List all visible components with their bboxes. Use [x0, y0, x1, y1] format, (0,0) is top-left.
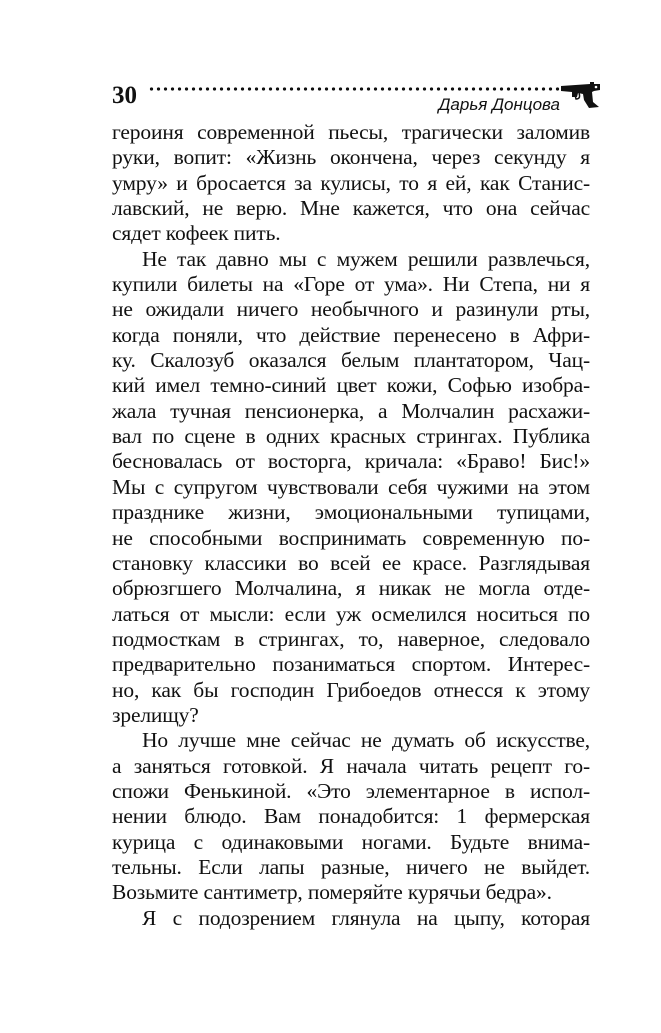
text-line: подмосткам в стрингах, то, наверное, следовало [112, 626, 590, 651]
text-line: спожи Фенькиной. «Это элементарное в испол- [112, 778, 590, 803]
text-line: лавский, не верю. Мне кажется, что она сейчас [112, 196, 590, 221]
text-line: Но лучше мне сейчас не думать об искусстве, [142, 728, 590, 753]
text-line: латься от мысли: если уж осмелился носиться по [112, 601, 590, 626]
text-line: празднике жизни, эмоциональными тупицами, [112, 500, 590, 525]
pistol-icon [560, 80, 602, 110]
text-line: не ожидали ничего необычного и разинули рты, [112, 297, 590, 322]
text-line: Я с подозрением глянула на цыпу, которая [142, 905, 590, 930]
body-text [112, 120, 590, 931]
running-header [112, 82, 602, 122]
text-line: Возьмите сантиметр, померяйте курячьи бедра». [112, 880, 552, 905]
text-line: умру» и бросается за кулисы, то я ей, как Станис- [112, 170, 590, 195]
text-line: бесновалась от восторга, кричала: «Браво! Бис!» [112, 449, 590, 474]
text-line: сядет кофеек пить. [112, 221, 281, 246]
text-line: становку классики во всей ее красе. Разглядывая [112, 550, 590, 575]
dotted-rule [148, 85, 560, 93]
text-line: кий имел темно-синий цвет кожи, Софью изобра- [112, 373, 590, 398]
text-line: ку. Скалозуб оказался белым плантатором, Чац- [112, 348, 590, 373]
text-line: зрелищу? [112, 702, 199, 727]
text-line: а заняться готовкой. Я начала читать рецепт го- [112, 753, 590, 778]
text-line: не способными воспринимать современную по- [112, 525, 590, 550]
text-line: вал по сцене в одних красных стрингах. Публика [112, 424, 590, 449]
text-line: предварительно позаниматься спортом. Интерес- [112, 652, 590, 677]
text-line: купили билеты на «Горе от ума». Ни Степа, ни я [112, 272, 590, 297]
text-line: Не так давно мы с мужем решили развлечься, [142, 246, 590, 271]
page-number: 30 [112, 82, 137, 109]
text-line: тельны. Если лапы разные, ничего не выйдет. [112, 854, 590, 879]
text-line: Мы с супругом чувствовали себя чужими на этом [112, 474, 590, 499]
text-line: руки, вопит: «Жизнь окончена, через секунду я [112, 145, 590, 170]
text-line: жала тучная пенсионерка, а Молчалин расхажи- [112, 398, 590, 423]
text-line: нении блюдо. Вам понадобится: 1 фермерская [112, 804, 590, 829]
text-line: когда поняли, что действие перенесено в Афри- [112, 322, 590, 347]
text-line: курица с одинаковыми ногами. Будьте внима- [112, 829, 590, 854]
text-line: обрюзгшего Молчалина, я никак не могла отде- [112, 576, 590, 601]
author-name: Дарья Донцова [438, 95, 560, 114]
text-line: героиня современной пьесы, трагически заломив [112, 120, 590, 144]
text-line: но, как бы господин Грибоедов отнесся к этому [112, 677, 590, 702]
